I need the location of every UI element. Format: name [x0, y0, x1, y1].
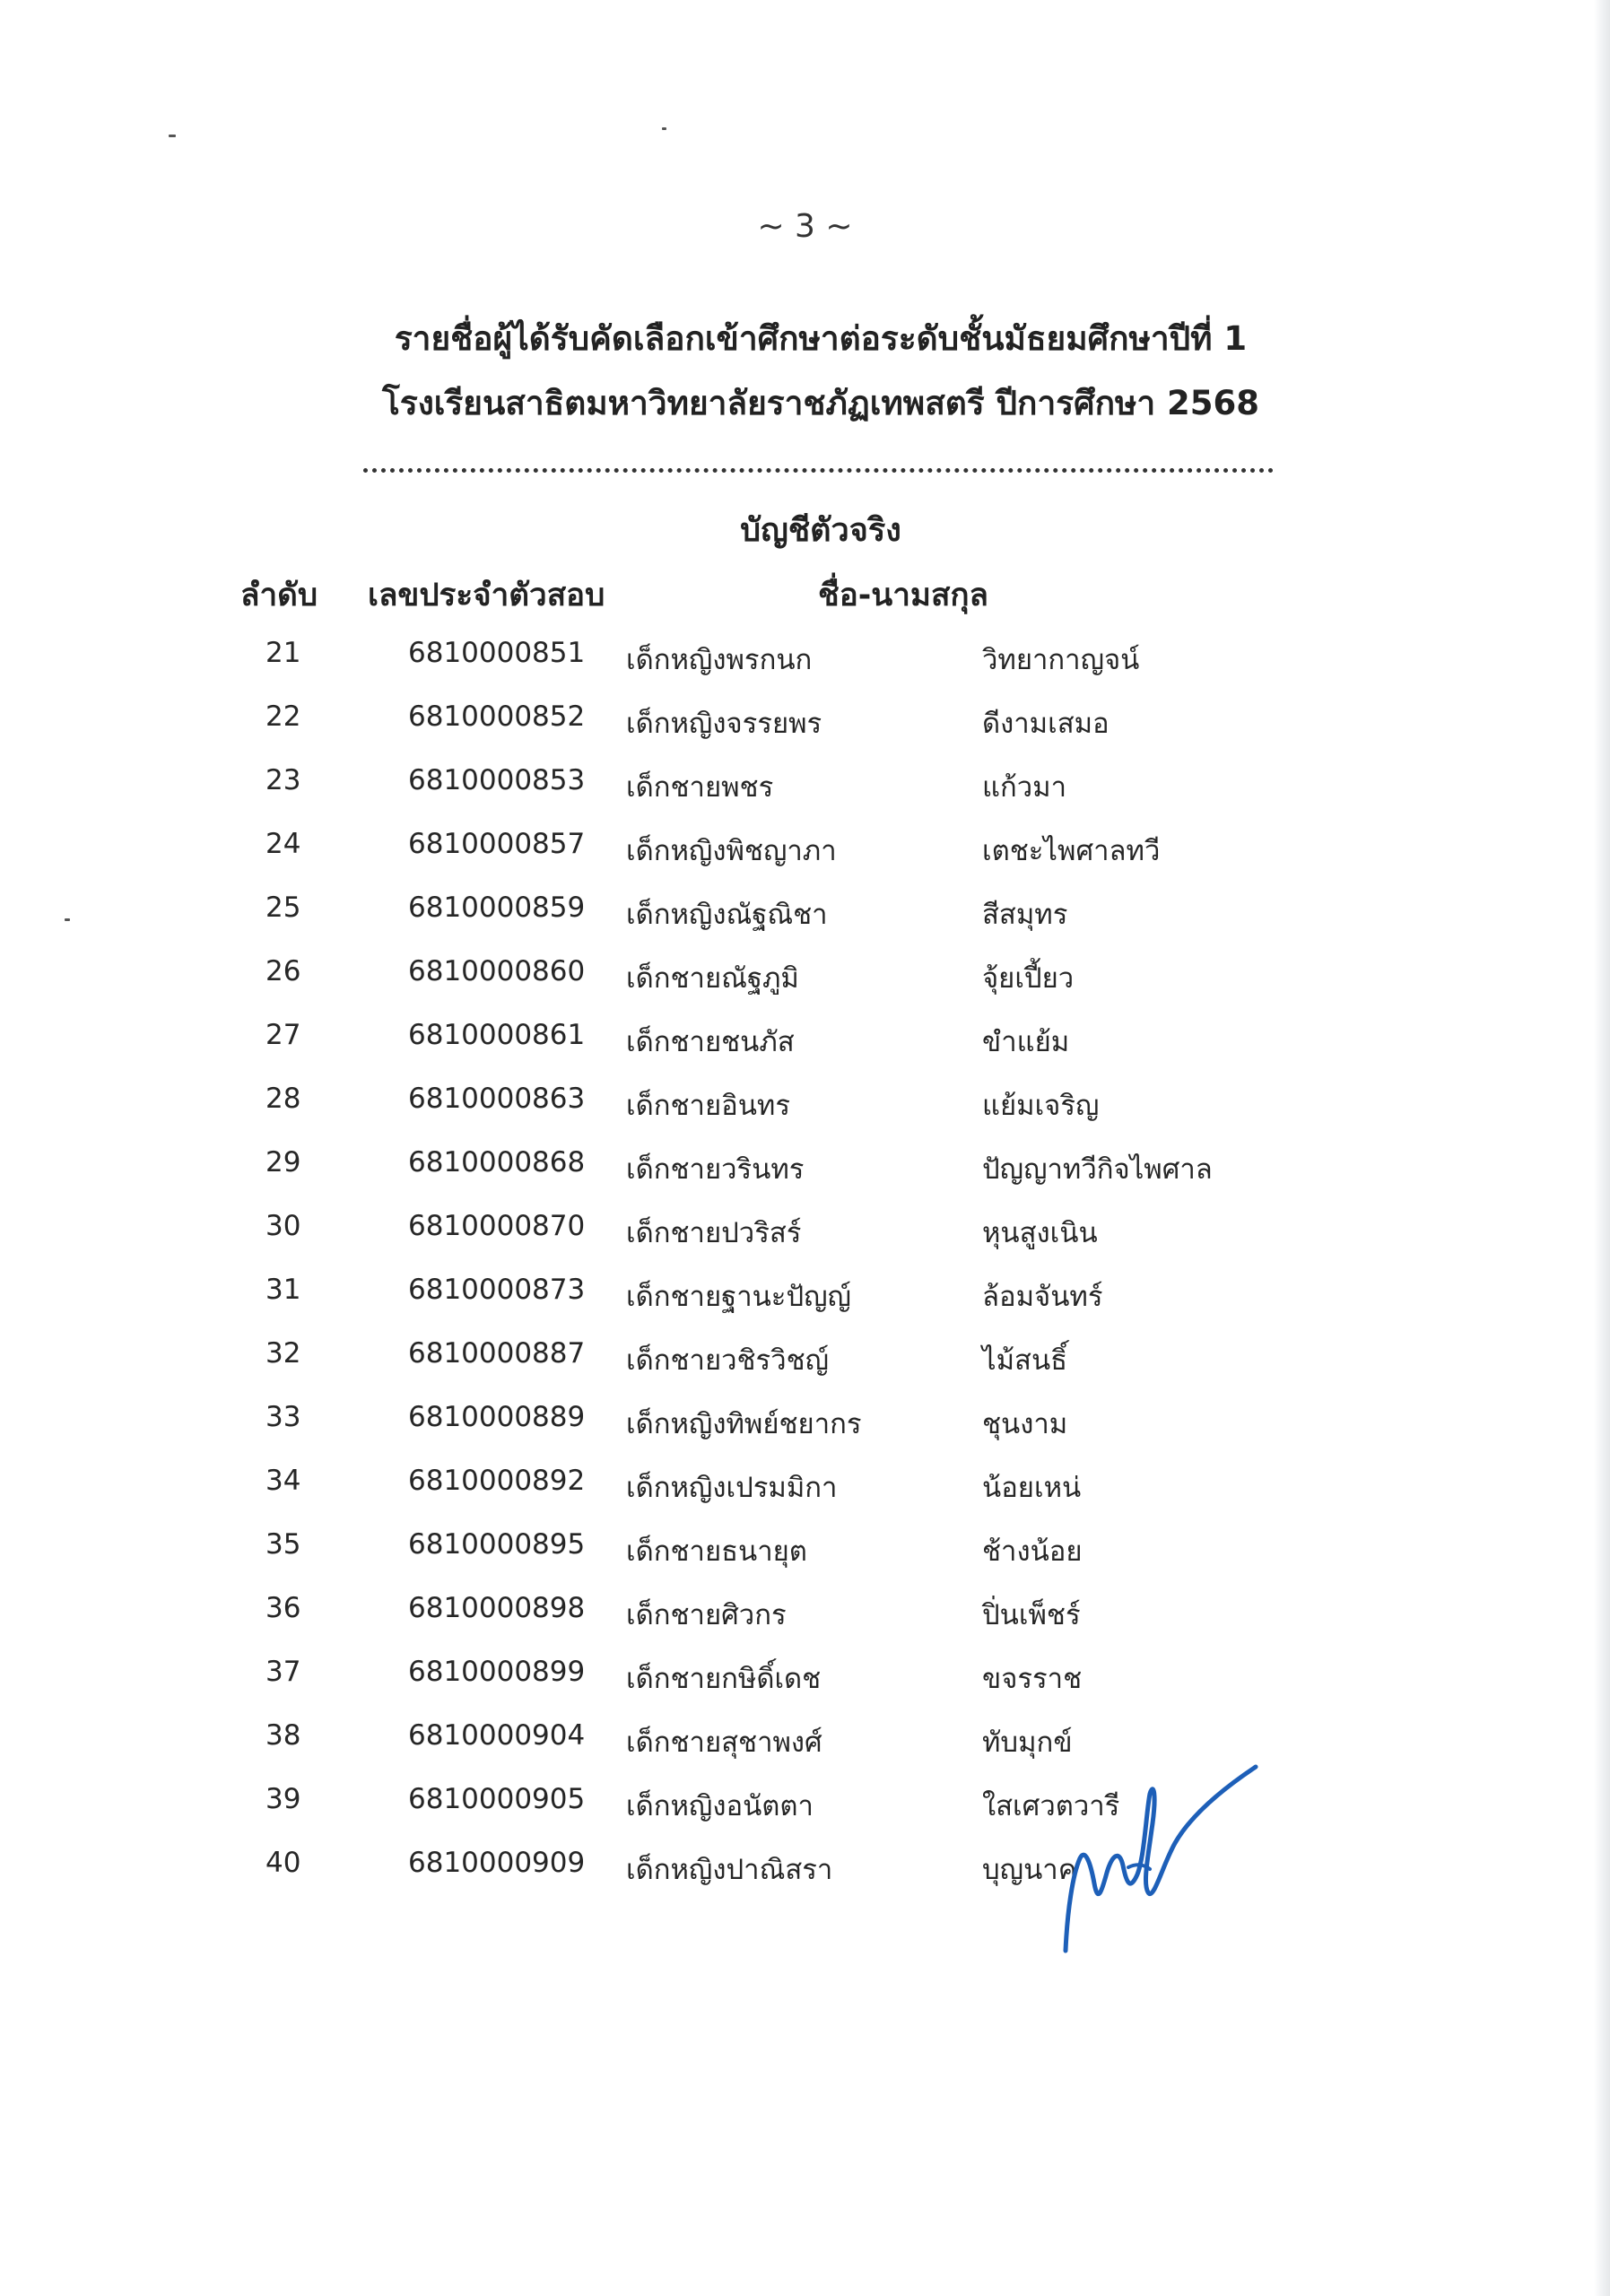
row-first-name: เด็กชายอินทร [626, 1090, 791, 1122]
student-table [0, 628, 1610, 1901]
table-row [0, 1774, 1610, 1838]
row-no: 37 [265, 1656, 301, 1688]
row-exam-id: 6810000857 [408, 828, 586, 860]
table-row [0, 883, 1610, 946]
row-no: 26 [265, 955, 301, 987]
row-no: 38 [265, 1719, 301, 1752]
row-exam-id: 6810000904 [408, 1719, 586, 1752]
row-first-name: เด็กหญิงณัฐณิชา [626, 899, 828, 931]
table-row [0, 1710, 1610, 1774]
table-row [0, 1010, 1610, 1074]
table-row [0, 1392, 1610, 1456]
row-exam-id: 6810000863 [408, 1083, 586, 1115]
row-last-name: ช้างน้อย [982, 1535, 1083, 1568]
row-last-name: บุญนาค [982, 1854, 1077, 1886]
row-exam-id: 6810000861 [408, 1019, 586, 1051]
row-no: 35 [265, 1528, 301, 1561]
row-last-name: หุนสูงเนิน [982, 1217, 1098, 1249]
row-last-name: ปัญญาทวีกิจไพศาล [982, 1153, 1213, 1186]
row-exam-id: 6810000851 [408, 637, 586, 669]
row-exam-id: 6810000892 [408, 1465, 586, 1497]
row-first-name: เด็กชายวชิรวิชญ์ [626, 1344, 830, 1377]
row-last-name: เตชะไพศาลทวี [982, 835, 1161, 867]
page-number: ~ 3 ~ [757, 208, 853, 245]
column-header-no: ลำดับ [240, 578, 318, 613]
row-first-name: เด็กชายสุชาพงศ์ [626, 1726, 822, 1759]
table-row [0, 1265, 1610, 1328]
table-row [0, 819, 1610, 883]
row-last-name: ไม้สนธิ์ [982, 1344, 1068, 1377]
row-first-name: เด็กหญิงอนัตตา [626, 1790, 814, 1822]
row-first-name: เด็กหญิงเปรมมิกา [626, 1472, 838, 1504]
row-last-name: แย้มเจริญ [982, 1090, 1100, 1122]
column-header-exam-id: เลขประจำตัวสอบ [368, 578, 605, 613]
row-exam-id: 6810000870 [408, 1210, 586, 1242]
row-no: 28 [265, 1083, 301, 1115]
row-first-name: เด็กหญิงทิพย์ชยากร [626, 1408, 862, 1440]
table-row [0, 755, 1610, 819]
row-first-name: เด็กชายวรินทร [626, 1153, 805, 1186]
row-last-name: ล้อมจันทร์ [982, 1281, 1103, 1313]
table-row [0, 1838, 1610, 1901]
row-exam-id: 6810000899 [408, 1656, 586, 1688]
row-exam-id: 6810000853 [408, 764, 586, 796]
row-exam-id: 6810000852 [408, 700, 586, 733]
dotted-divider [363, 468, 1274, 473]
row-exam-id: 6810000898 [408, 1592, 586, 1624]
row-first-name: เด็กชายพชร [626, 771, 774, 804]
row-first-name: เด็กหญิงปาณิสรา [626, 1854, 833, 1886]
row-first-name: เด็กหญิงพิชญาภา [626, 835, 837, 867]
table-row [0, 691, 1610, 755]
row-exam-id: 6810000868 [408, 1146, 586, 1178]
row-exam-id: 6810000895 [408, 1528, 586, 1561]
row-last-name: ทับมุกข์ [982, 1726, 1073, 1759]
table-row [0, 1647, 1610, 1710]
row-last-name: น้อยเหน่ [982, 1472, 1082, 1504]
table-row [0, 1583, 1610, 1647]
list-heading: บัญชีตัวจริง [740, 512, 901, 549]
table-row [0, 1519, 1610, 1583]
row-exam-id: 6810000905 [408, 1783, 586, 1815]
row-last-name: ขจรราช [982, 1663, 1083, 1695]
row-first-name: เด็กชายธนายุต [626, 1535, 807, 1568]
row-exam-id: 6810000859 [408, 891, 586, 924]
row-last-name: สีสมุทร [982, 899, 1068, 931]
row-first-name: เด็กชายชนภัส [626, 1026, 795, 1058]
row-last-name: จุ้ยเปี้ยว [982, 962, 1075, 995]
row-first-name: เด็กชายปวริสร์ [626, 1217, 802, 1249]
row-first-name: เด็กชายกษิดิ์เดช [626, 1663, 822, 1695]
row-no: 25 [265, 891, 301, 924]
row-no: 23 [265, 764, 301, 796]
row-exam-id: 6810000860 [408, 955, 586, 987]
row-exam-id: 6810000887 [408, 1337, 586, 1370]
handwritten-signature [1049, 1758, 1265, 1964]
row-first-name: เด็กชายศิวกร [626, 1599, 787, 1631]
row-no: 33 [265, 1401, 301, 1433]
column-header-name: ชื่อ-นามสกุล [818, 578, 988, 613]
row-exam-id: 6810000889 [408, 1401, 586, 1433]
table-row [0, 1137, 1610, 1201]
scan-speck [662, 127, 666, 130]
row-last-name: ปิ่นเพ็ชร์ [982, 1599, 1081, 1631]
row-first-name: เด็กชายฐานะปัญญ์ [626, 1281, 851, 1313]
row-last-name: แก้วมา [982, 771, 1066, 804]
row-last-name: ชุนงาม [982, 1408, 1068, 1440]
row-no: 24 [265, 828, 301, 860]
row-last-name: ใสเศวตวารี [982, 1790, 1120, 1822]
row-no: 30 [265, 1210, 301, 1242]
row-no: 27 [265, 1019, 301, 1051]
row-no: 36 [265, 1592, 301, 1624]
document-title: รายชื่อผู้ได้รับคัดเลือกเข้าศึกษาต่อระดับชั้นมัธยมศึกษาปีที่ 1 [394, 319, 1248, 358]
table-row [0, 946, 1610, 1010]
table-row [0, 1074, 1610, 1137]
row-last-name: ดีงามเสมอ [982, 708, 1110, 740]
row-last-name: วิทยากาญจน์ [982, 644, 1140, 676]
row-no: 40 [265, 1847, 301, 1879]
row-no: 21 [265, 637, 301, 669]
row-no: 34 [265, 1465, 301, 1497]
row-first-name: เด็กหญิงพรกนก [626, 644, 813, 676]
row-no: 29 [265, 1146, 301, 1178]
row-last-name: ขำแย้ม [982, 1026, 1070, 1058]
row-no: 39 [265, 1783, 301, 1815]
row-no: 22 [265, 700, 301, 733]
row-first-name: เด็กหญิงจรรยพร [626, 708, 822, 740]
document-subtitle: โรงเรียนสาธิตมหาวิทยาลัยราชภัฏเทพสตรี ปีการศึกษา 2568 [381, 384, 1260, 422]
table-row [0, 628, 1610, 691]
scan-speck [169, 135, 176, 137]
row-no: 32 [265, 1337, 301, 1370]
table-row [0, 1456, 1610, 1519]
row-exam-id: 6810000873 [408, 1274, 586, 1306]
row-exam-id: 6810000909 [408, 1847, 586, 1879]
row-no: 31 [265, 1274, 301, 1306]
row-first-name: เด็กชายณัฐภูมิ [626, 962, 799, 995]
table-row [0, 1201, 1610, 1265]
table-row [0, 1328, 1610, 1392]
